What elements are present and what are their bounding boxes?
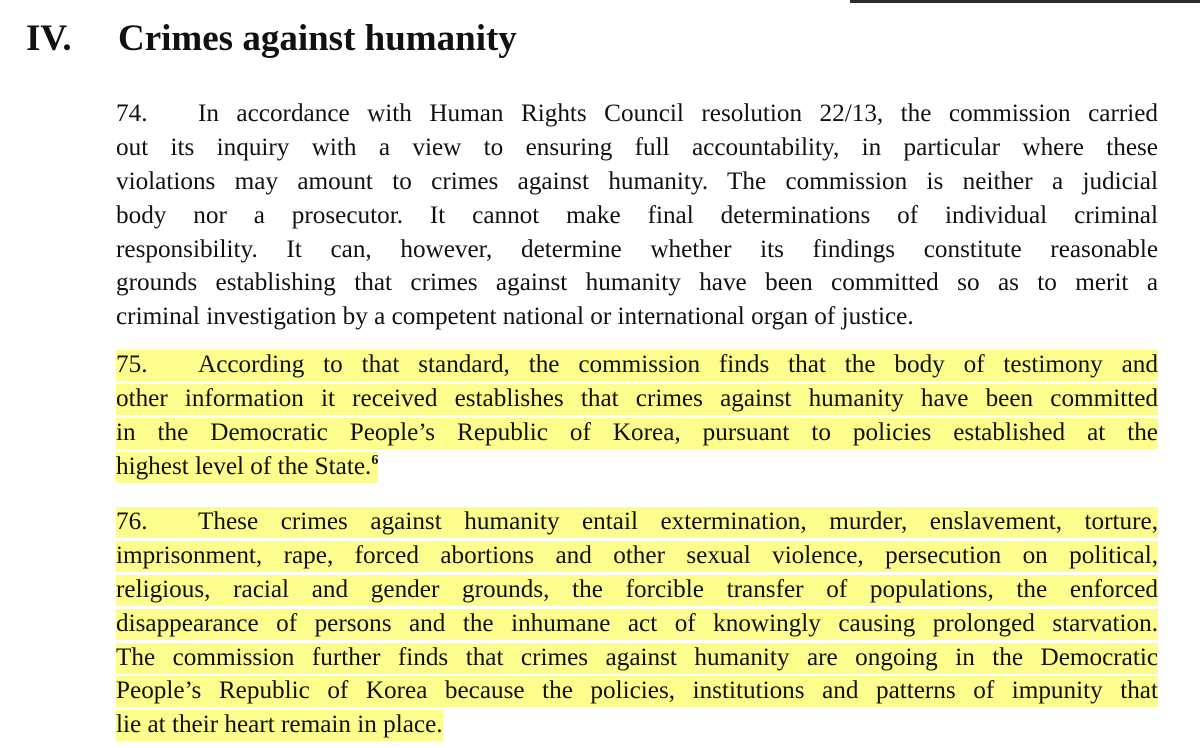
paragraph-74	[116, 97, 1158, 334]
paragraph-line: imprisonment, rape, forced abortions and other sexual violence, persecution on political,	[116, 541, 1158, 572]
paragraph-line: disappearance of persons and the inhumane act of knowingly causing prolonged starvation.	[116, 609, 1158, 640]
paragraph-line: violations may amount to crimes against humanity. The commission is neither a judicial	[116, 167, 1158, 195]
paragraph-line: criminal investigation by a competent national or international organ of justice.	[116, 303, 914, 331]
section-heading	[26, 12, 517, 66]
paragraph-line: People’s Republic of Korea because the policies, institutions and patterns of impunity that	[116, 676, 1158, 707]
paragraph-line: highest level of the State.	[116, 452, 372, 480]
section-number: IV.	[26, 18, 72, 59]
paragraph-line: lie at their heart remain in place.	[116, 710, 443, 741]
paragraph-line: body nor a prosecutor. It cannot make final determinations of individual criminal	[116, 201, 1158, 229]
paragraph-line: The commission further finds that crimes against humanity are ongoing in the Democratic	[116, 643, 1158, 674]
paragraph-line: In accordance with Human Rights Council resolution 22/13, the commission carried	[198, 100, 1158, 127]
footnote-marker[interactable]: 6	[371, 452, 379, 468]
paragraph-line: responsibility. It can, however, determine whether its findings constitute reasonable	[116, 235, 1158, 263]
paragraph-number: 76.	[116, 508, 148, 535]
paragraph-line: grounds establishing that crimes against humanity have been committed so as to merit a	[116, 269, 1158, 297]
top-rule	[850, 0, 1200, 3]
paragraph-number: 75.	[116, 351, 148, 378]
paragraph-75	[116, 348, 1158, 484]
paragraph-number: 74.	[116, 100, 148, 127]
paragraph-76	[116, 505, 1158, 742]
paragraph-line: religious, racial and gender grounds, the forcible transfer of populations, the enforced	[116, 575, 1158, 606]
paragraph-line: out its inquiry with a view to ensuring full accountability, in particular where these	[116, 133, 1158, 161]
paragraph-line: other information it received establishes that crimes against humanity have been committed	[116, 384, 1158, 415]
section-title: Crimes against humanity	[118, 18, 517, 59]
paragraph-line: in the Democratic People’s Republic of Korea, pursuant to policies established at the	[116, 418, 1158, 449]
paragraph-line: These crimes against humanity entail extermination, murder, enslavement, torture,	[198, 508, 1158, 535]
paragraph-line: According to that standard, the commission finds that the body of testimony and	[198, 351, 1158, 378]
